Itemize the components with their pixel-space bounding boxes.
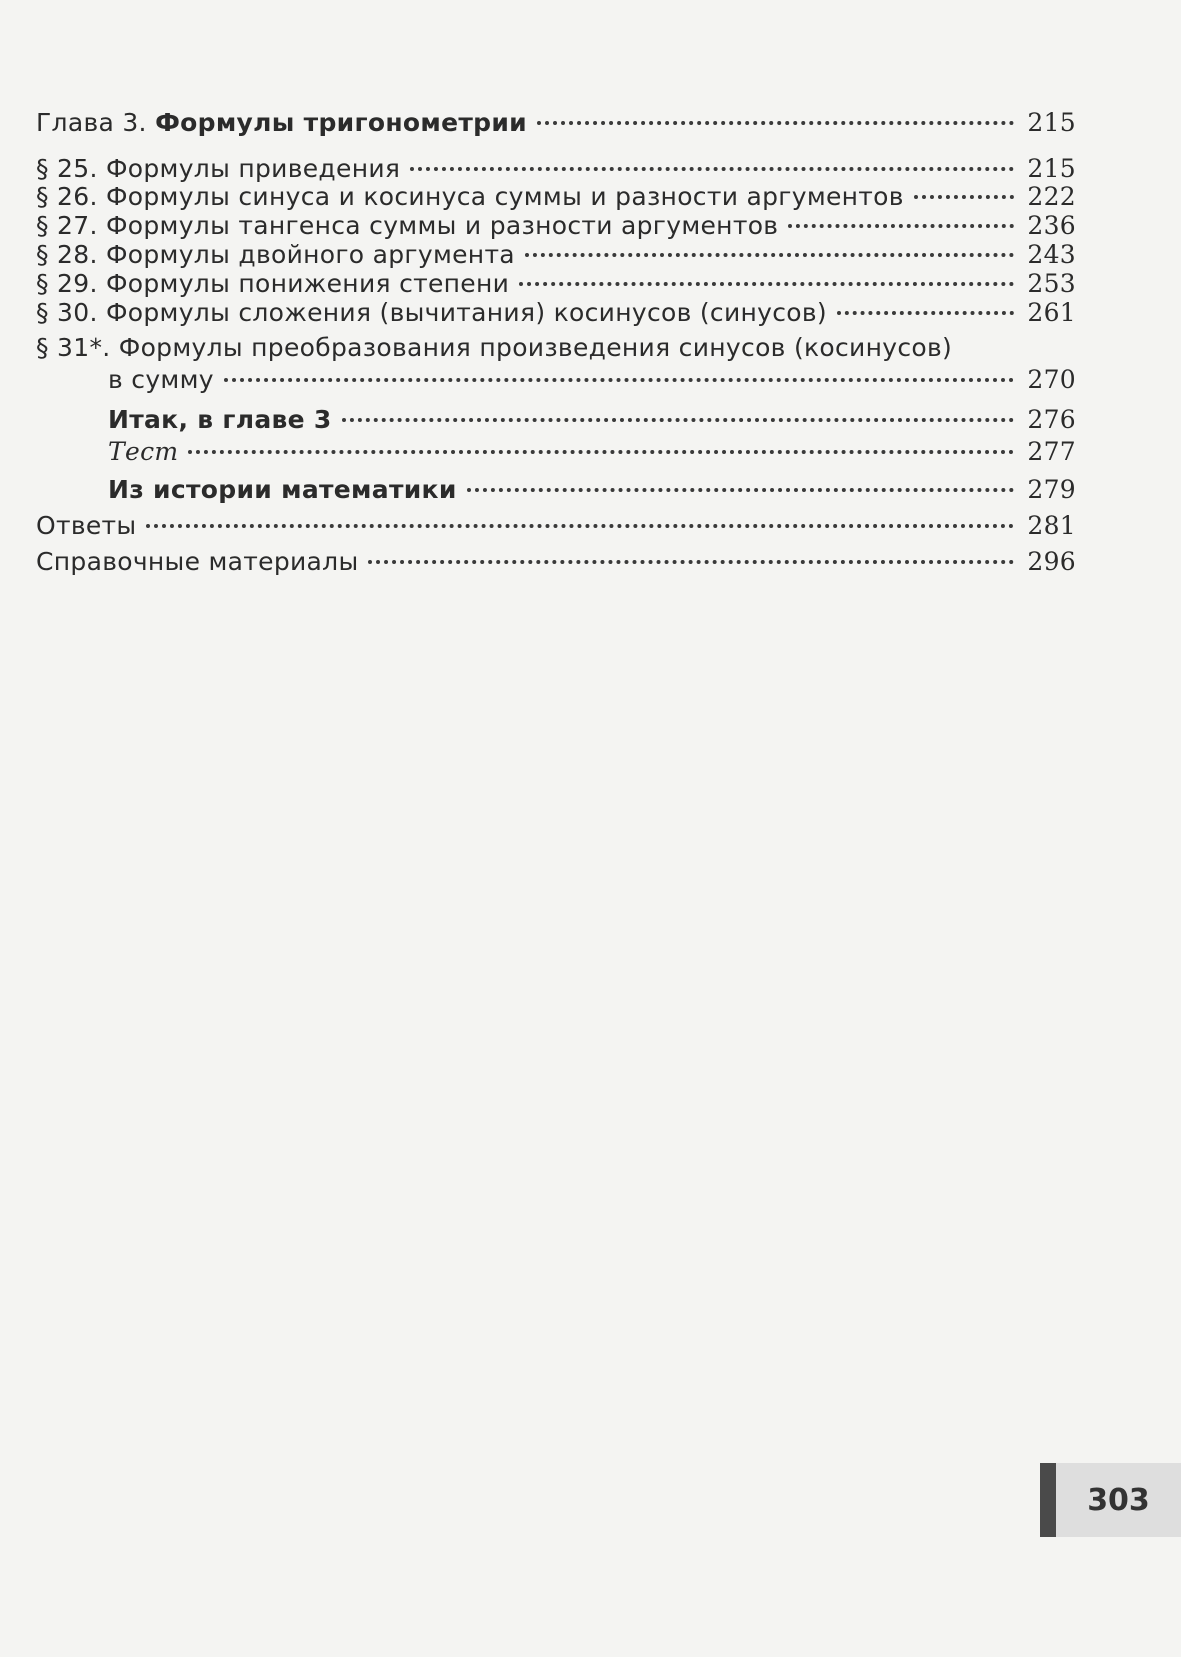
table-of-contents [36, 108, 1076, 583]
page-ref: 236 [1027, 211, 1076, 240]
toc-section-31[interactable] [36, 333, 1076, 397]
page-ref: 215 [1027, 154, 1076, 183]
page-ref: 270 [1027, 365, 1076, 394]
leader-dots [788, 224, 1014, 228]
chapter-prefix: Глава 3. [36, 108, 147, 137]
toc-chapter-3[interactable] [36, 108, 1076, 146]
section-label: § 26. Формулы синуса и косинуса суммы и разности аргументов [36, 182, 904, 211]
toc-section-27[interactable] [36, 211, 1076, 240]
toc-history[interactable] [36, 475, 1076, 511]
toc-section-28[interactable] [36, 240, 1076, 269]
leader-dots [224, 378, 1014, 382]
summary-label: Итак, в главе 3 [108, 405, 332, 434]
page-tab-bar [1040, 1463, 1056, 1537]
leader-dots [537, 121, 1014, 125]
leader-dots [146, 524, 1014, 528]
page-ref: 296 [1027, 547, 1076, 576]
reverse-side-bleed-through [200, 600, 1000, 636]
leader-dots [525, 253, 1014, 257]
page-ref: 281 [1027, 511, 1076, 540]
toc-summary[interactable] [36, 405, 1076, 437]
page-ref: 253 [1027, 269, 1076, 298]
page-ref: 222 [1027, 182, 1076, 211]
page-ref: 243 [1027, 240, 1076, 269]
leader-dots [410, 167, 1014, 171]
toc-section-29[interactable] [36, 269, 1076, 298]
page-ref: 276 [1027, 405, 1076, 434]
reference-label: Справочные материалы [36, 547, 359, 576]
history-label: Из истории математики [108, 475, 457, 504]
page-ref: 261 [1027, 298, 1076, 327]
toc-section-26[interactable] [36, 182, 1076, 211]
section-label: § 27. Формулы тангенса суммы и разности аргументов [36, 211, 779, 240]
section-label: § 30. Формулы сложения (вычитания) косинусов (синусов) [36, 298, 827, 327]
leader-dots [519, 282, 1014, 286]
leader-dots [467, 488, 1014, 492]
toc-answers[interactable] [36, 511, 1076, 547]
page-ref: 215 [1027, 108, 1076, 137]
leader-dots [188, 450, 1014, 454]
leader-dots [914, 195, 1014, 199]
section-label: § 28. Формулы двойного аргумента [36, 240, 515, 269]
page-ref: 277 [1027, 437, 1076, 466]
leader-dots [837, 311, 1014, 315]
page-ref: 279 [1027, 475, 1076, 504]
toc-section-25[interactable] [36, 154, 1076, 182]
toc-test[interactable] [36, 437, 1076, 469]
section-label: § 25. Формулы приведения [36, 154, 401, 183]
leader-dots [368, 560, 1014, 564]
leader-dots [342, 418, 1014, 422]
test-label: Тест [108, 437, 179, 466]
toc-reference[interactable] [36, 547, 1076, 583]
section-label-line1: § 31*. Формулы преобразования произведения синусов (косинусов) [36, 333, 953, 362]
answers-label: Ответы [36, 511, 137, 540]
section-label: § 29. Формулы понижения степени [36, 269, 510, 298]
page-number-tab [1040, 1463, 1181, 1537]
page-number: 303 [1087, 1482, 1150, 1518]
toc-section-30[interactable] [36, 298, 1076, 327]
section-label-line2: в сумму [108, 365, 214, 394]
chapter-title: Формулы тригонометрии [155, 108, 527, 137]
